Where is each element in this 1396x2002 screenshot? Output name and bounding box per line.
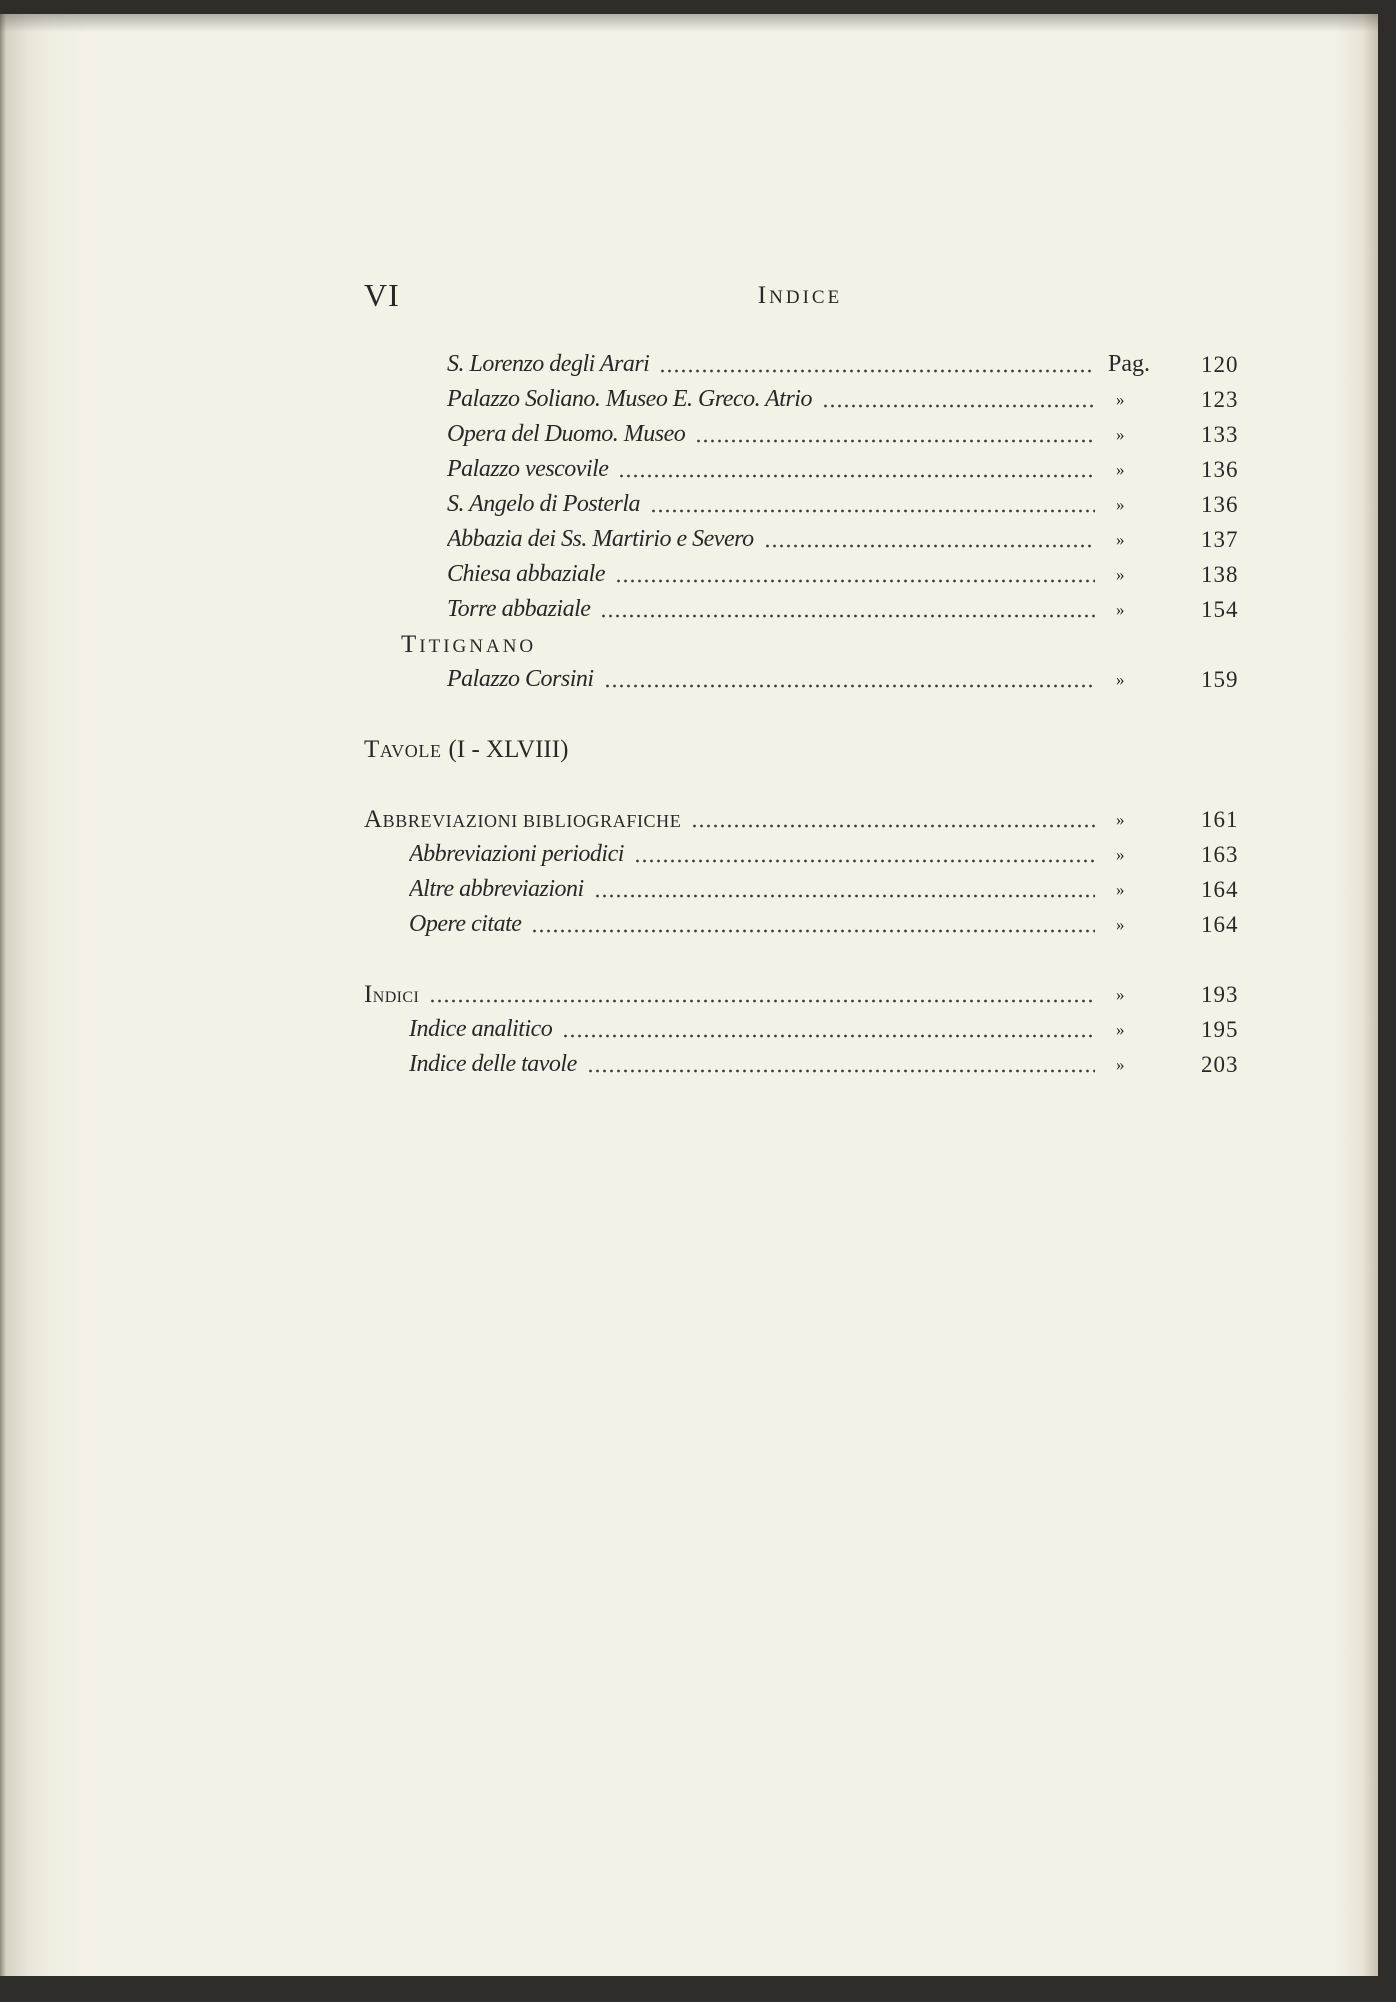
- toc-entry-main: [447, 347, 1095, 382]
- toc-entry-title: Indice analitico: [409, 1016, 553, 1042]
- toc-entry-main: [447, 522, 1095, 557]
- toc-entry: [0, 487, 1396, 522]
- page-number: 136: [1201, 457, 1239, 482]
- toc-entry: [0, 347, 1396, 382]
- toc-entry-title: Palazzo Soliano. Museo E. Greco. Atrio: [447, 386, 812, 412]
- toc-entry-main: [409, 1047, 1095, 1082]
- ditto-mark: »: [1116, 810, 1125, 829]
- toc-entry-title: Abbreviazioni periodici: [409, 841, 624, 867]
- toc-entry-title: Abbazia dei Ss. Martirio e Severo: [447, 526, 754, 552]
- dot-leader: [691, 802, 1095, 837]
- dot-leader: [618, 452, 1095, 487]
- toc-entry-main: [409, 872, 1095, 907]
- toc-entry-title: S. Lorenzo degli Arari: [447, 351, 650, 377]
- dot-leader: [587, 1047, 1095, 1082]
- toc-entry-title: Palazzo Corsini: [447, 666, 594, 692]
- page-number: 136: [1201, 492, 1239, 517]
- ditto-mark: »: [1116, 600, 1125, 619]
- toc-entry-main: [364, 977, 1095, 1012]
- place-heading-title: TITIGNANO: [401, 631, 537, 658]
- page-number: 133: [1201, 422, 1239, 447]
- toc-entry: [0, 592, 1396, 627]
- page-number: 163: [1201, 842, 1239, 867]
- page-number: 137: [1201, 527, 1239, 552]
- toc-entry-title: Indice delle tavole: [409, 1051, 577, 1077]
- dot-leader: [764, 522, 1095, 557]
- toc-section-heading: [0, 977, 1396, 1012]
- toc-entry-main: [447, 382, 1095, 417]
- toc-entry: [0, 382, 1396, 417]
- toc-entry-main: [447, 452, 1095, 487]
- blank-line: [0, 942, 1396, 977]
- toc-entry: [0, 907, 1396, 942]
- ditto-mark: »: [1116, 880, 1125, 899]
- table-of-contents: [0, 347, 1396, 1082]
- section-heading-title: INDICI: [364, 981, 420, 1008]
- toc-entry-main: [364, 802, 1095, 837]
- ditto-mark: »: [1116, 915, 1125, 934]
- dot-leader: [650, 487, 1095, 522]
- toc-entry: [0, 452, 1396, 487]
- ditto-mark: »: [1116, 390, 1125, 409]
- toc-entry: [0, 417, 1396, 452]
- dot-leader: [695, 417, 1095, 452]
- toc-entry-main: [409, 837, 1095, 872]
- dot-leader: [822, 382, 1095, 417]
- ditto-mark: »: [1116, 670, 1125, 689]
- page-number: 123: [1201, 387, 1239, 412]
- toc-entry: [0, 1012, 1396, 1047]
- page-abbreviation: Pag.: [1108, 351, 1150, 377]
- dot-leader: [659, 347, 1095, 382]
- toc-entry-title: Opera del Duomo. Museo: [447, 421, 686, 447]
- ditto-mark: »: [1116, 985, 1125, 1004]
- toc-entry-main: [447, 417, 1095, 452]
- ditto-mark: »: [1116, 845, 1125, 864]
- toc-entry-title: Chiesa abbaziale: [447, 561, 605, 587]
- toc-entry: [0, 837, 1396, 872]
- page-number: 154: [1201, 597, 1239, 622]
- toc-entry: [0, 1047, 1396, 1082]
- toc-entry-main: [409, 1012, 1095, 1047]
- page-number: 193: [1201, 982, 1239, 1007]
- page-number: 195: [1201, 1017, 1239, 1042]
- section-heading-title: ABBREVIAZIONI BIBLIOGRAFICHE: [364, 806, 682, 833]
- section-heading-title: TAVOLE: [364, 736, 442, 763]
- section-heading-range: (I - XLVIII): [448, 736, 569, 763]
- dot-leader: [604, 662, 1095, 697]
- page-number: 161: [1201, 807, 1239, 832]
- toc-section-heading: [0, 802, 1396, 837]
- blank-line: [0, 767, 1396, 802]
- folio-number: VI: [364, 277, 400, 313]
- toc-entry-main: [447, 592, 1095, 627]
- blank-line: [0, 697, 1396, 732]
- ditto-mark: »: [1116, 530, 1125, 549]
- toc-entry-title: Altre abbreviazioni: [409, 876, 584, 902]
- ditto-mark: »: [1116, 1020, 1125, 1039]
- toc-entry: [0, 557, 1396, 592]
- dot-leader: [531, 907, 1095, 942]
- ditto-mark: »: [1116, 425, 1125, 444]
- toc-entry: [0, 872, 1396, 907]
- toc-entry-title: Palazzo vescovile: [447, 456, 609, 482]
- dot-leader: [615, 557, 1095, 592]
- toc-entry-title: Torre abbaziale: [447, 596, 591, 622]
- dot-leader: [429, 977, 1095, 1012]
- dot-leader: [634, 837, 1095, 872]
- toc-place-heading: [0, 627, 1396, 662]
- ditto-mark: »: [1116, 565, 1125, 584]
- running-title-text: INDICE: [757, 282, 843, 309]
- ditto-mark: »: [1116, 1055, 1125, 1074]
- toc-entry-main: [409, 907, 1095, 942]
- dot-leader: [562, 1012, 1095, 1047]
- page-number: 159: [1201, 667, 1239, 692]
- ditto-mark: »: [1116, 460, 1125, 479]
- toc-entry: [0, 522, 1396, 557]
- ditto-mark: »: [1116, 495, 1125, 514]
- toc-entry-main: [447, 557, 1095, 592]
- page-number: 120: [1201, 352, 1239, 377]
- toc-entry-title: S. Angelo di Posterla: [447, 491, 641, 517]
- toc-entry: [0, 662, 1396, 697]
- page-number: 164: [1201, 912, 1239, 937]
- dot-leader: [600, 592, 1095, 627]
- page-number: 138: [1201, 562, 1239, 587]
- page-number: 164: [1201, 877, 1239, 902]
- dot-leader: [594, 872, 1095, 907]
- page-number: 203: [1201, 1052, 1239, 1077]
- running-title: [700, 283, 900, 311]
- toc-entry-title: Opere citate: [409, 911, 522, 937]
- toc-entry-main: [364, 732, 1095, 767]
- toc-section-heading: [0, 732, 1396, 767]
- toc-entry-main: [447, 487, 1095, 522]
- page-top-shade: [0, 14, 1378, 32]
- toc-entry-main: [401, 627, 1095, 662]
- toc-entry-main: [447, 662, 1095, 697]
